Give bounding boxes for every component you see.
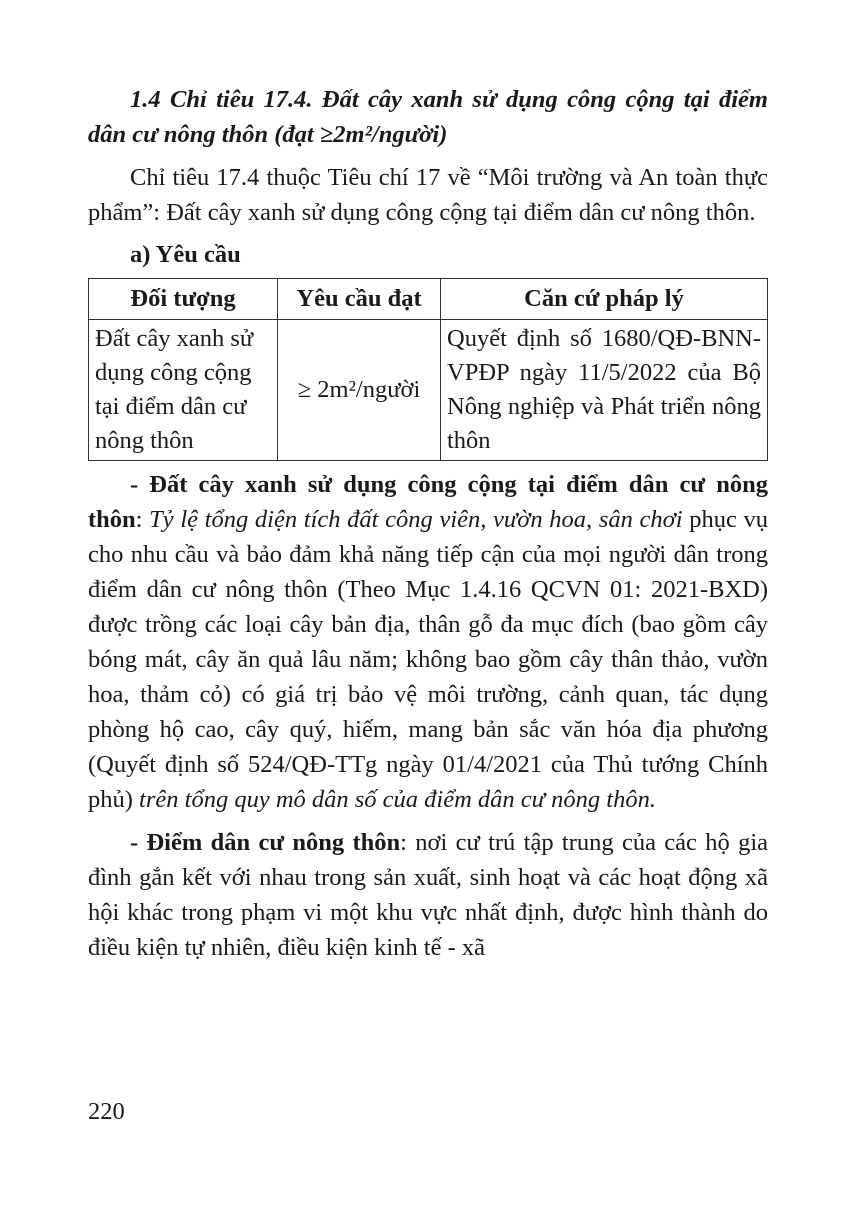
- page-content: [88, 82, 768, 965]
- requirements-table: [88, 278, 768, 461]
- definition-2-term: - Điểm dân cư nông thôn: [130, 829, 401, 856]
- definition-2-body: : nơi cư trú tập trung của các hộ gia đình gắn kết với nhau trong sản xuất, sinh hoạt và các hoạt động xã hội khác trong phạm vi một khu vực nhất định, được hình thành do điều kiện tự nhiên, điều kiện kinh tế - xã: [88, 829, 769, 961]
- definition-1-body: phục vụ cho nhu cầu và bảo đảm khả năng tiếp cận của mọi người dân trong điểm dân cư nông thôn (Theo Mục 1.4.16 QCVN 01: 2021-BXD) được trồng các loại cây bản địa, thân gỗ đa mục đích (bao gồm cây bóng mát, cây ăn quả lâu năm; không bao gồm cây thân thảo, vườn hoa, thảm cỏ) có giá trị bảo vệ môi trường, cảnh quan, tác dụng phòng hộ cao, cây quý, hiếm, mang bản sắc văn hóa địa phương (Quyết định số 524/QĐ-TTg ngày 01/4/2021 của Thủ tướng Chính phủ): [88, 506, 769, 813]
- subheading-requirements: a) Yêu cầu: [130, 241, 241, 268]
- definition-paragraph-1: [88, 467, 768, 817]
- cell-requirement: ≥ 2m²/người: [278, 320, 441, 461]
- section-title: 1.4 Chỉ tiêu 17.4. Đất cây xanh sử dụng công cộng tại điểm dân cư nông thôn (đạt ≥2m²/người): [88, 86, 768, 148]
- table-row: [89, 320, 768, 461]
- definition-1-separator: :: [135, 506, 150, 533]
- definition-1-italic-start: Tỷ lệ tổng diện tích đất công viên, vườn hoa, sân chơi: [149, 506, 683, 533]
- cell-legal-basis: Quyết định số 1680/QĐ-BNN-VPĐP ngày 11/5/2022 của Bộ Nông nghiệp và Phát triển nông thôn: [441, 320, 768, 461]
- definition-1-term: - Đất cây xanh sử dụng công cộng tại điểm dân cư nông thôn: [88, 471, 768, 533]
- definition-1-italic-end: trên tổng quy mô dân số của điểm dân cư nông thôn.: [139, 786, 656, 813]
- header-object: Đối tượng: [89, 279, 278, 320]
- intro-paragraph: Chỉ tiêu 17.4 thuộc Tiêu chí 17 về “Môi trường và An toàn thực phẩm”: Đất cây xanh sử dụng công cộng tại điểm dân cư nông thôn.: [88, 164, 768, 226]
- table-header-row: [89, 279, 768, 320]
- header-requirement: Yêu cầu đạt: [278, 279, 441, 320]
- page-number: 220: [88, 1098, 125, 1125]
- cell-object: Đất cây xanh sử dụng công cộng tại điểm dân cư nông thôn: [89, 320, 278, 461]
- definition-paragraph-2: [88, 825, 768, 965]
- header-legal-basis: Căn cứ pháp lý: [441, 279, 768, 320]
